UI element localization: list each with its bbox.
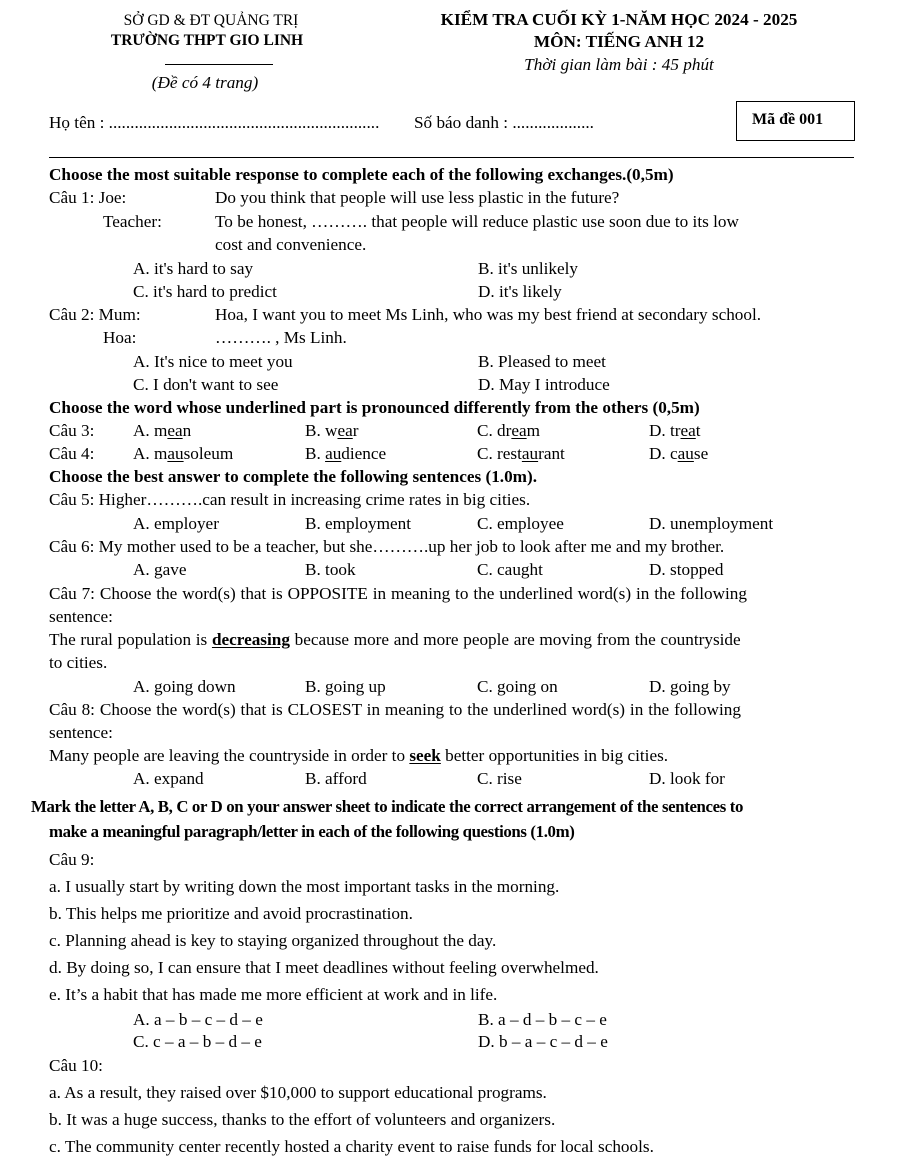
q1-option-b: B. it's unlikely <box>478 259 579 278</box>
q2-option-a: A. It's nice to meet you <box>133 352 293 371</box>
exam-code: Mã đề 001 <box>752 111 824 128</box>
underlined-part: ea <box>337 421 353 440</box>
q8-option-c: C. rise <box>477 769 522 788</box>
underlined-part: au <box>167 444 184 463</box>
q5-option-b: B. employment <box>305 514 411 533</box>
q5-stem: Câu 5: Higher……….can result in increasing crime rates in big cities. <box>49 490 531 509</box>
q4-option-a: A. mausoleum <box>133 444 234 463</box>
q3-option-b: B. wear <box>305 421 359 440</box>
header-rule <box>49 157 854 158</box>
q9-label: Câu 9: <box>49 850 95 869</box>
q10-sentence-b: b. It was a huge success, thanks to the effort of volunteers and organizers. <box>49 1110 556 1129</box>
q5-option-d: D. unemployment <box>649 514 774 533</box>
q6-stem: Câu 6: My mother used to be a teacher, but she……….up her job to look after me and my brother. <box>49 537 725 556</box>
subject-title: MÔN: TIẾNG ANH 12 <box>533 32 705 51</box>
underlined-part: ea <box>167 421 183 440</box>
q9-sentence-c: c. Planning ahead is key to staying organized throughout the day. <box>49 931 497 950</box>
q1-teacher-text-cont: cost and convenience. <box>215 235 367 254</box>
q2-mum-text: Hoa, I want you to meet Ms Linh, who was my best friend at secondary school. <box>215 305 762 324</box>
q3-option-c: C. dream <box>477 421 541 440</box>
q9-sentence-d: d. By doing so, I can ensure that I meet deadlines without feeling overwhelmed. <box>49 958 599 977</box>
underlined-part: ea <box>511 421 527 440</box>
q5-option-c: C. employee <box>477 514 564 533</box>
q8-stem-cont: sentence: <box>49 723 113 742</box>
q7-option-d: D. going by <box>649 677 731 696</box>
section4-title: Mark the letter A, B, C or D on your answer sheet to indicate the correct arrangement of the sentences to <box>31 797 744 816</box>
q8-option-a: A. expand <box>133 769 204 788</box>
exam-title: KIỂM TRA CUỐI KỲ 1-NĂM HỌC 2024 - 2025 <box>440 10 798 29</box>
q1-teacher-text: To be honest, ………. that people will reduce plastic use soon due to its low <box>215 212 739 231</box>
q7-sentence-cont: to cities. <box>49 653 108 672</box>
q7-stem: Câu 7: Choose the word(s) that is OPPOSITE in meaning to the underlined word(s) in the following <box>49 584 747 603</box>
q1-option-a: A. it's hard to say <box>133 259 254 278</box>
q7-sentence: The rural population is decreasing because more and more people are moving from the countryside <box>49 630 741 649</box>
q1-option-d: D. it's likely <box>478 282 562 301</box>
q9-option-d: D. b – a – c – d – e <box>478 1032 608 1051</box>
q6-option-d: D. stopped <box>649 560 724 579</box>
q7-option-c: C. going on <box>477 677 558 696</box>
q8-sentence: Many people are leaving the countryside in order to seek better opportunities in big cities. <box>49 746 669 765</box>
underlined-part: au <box>325 444 342 463</box>
q7-key-word: decreasing <box>211 630 290 649</box>
q5-option-a: A. employer <box>133 514 219 533</box>
q2-option-c: C. I don't want to see <box>133 375 279 394</box>
q9-option-b: B. a – d – b – c – e <box>478 1010 607 1029</box>
page-count-note: (Đề có 4 trang) <box>151 73 259 92</box>
q2-option-d: D. May I introduce <box>478 375 610 394</box>
q9-sentence-a: a. I usually start by writing down the most important tasks in the morning. <box>49 877 560 896</box>
q6-option-b: B. took <box>305 560 356 579</box>
q4-label: Câu 4: <box>49 444 95 463</box>
q3-option-d: D. treat <box>649 421 701 440</box>
q4-option-c: C. restaurant <box>477 444 565 463</box>
q6-option-a: A. gave <box>133 560 187 579</box>
q4-option-b: B. audience <box>305 444 387 463</box>
student-name-field: Họ tên : ............................................................... <box>49 113 380 132</box>
underlined-part: au <box>677 444 694 463</box>
q3-label: Câu 3: <box>49 421 95 440</box>
q1-joe-text: Do you think that people will use less plastic in the future? <box>215 188 620 207</box>
q10-label: Câu 10: <box>49 1056 103 1075</box>
q3-option-a: A. mean <box>133 421 192 440</box>
section2-title: Choose the word whose underlined part is pronounced differently from the others (0,5m) <box>49 398 700 417</box>
section4-title-cont: make a meaningful paragraph/letter in each of the following questions (1.0m) <box>49 822 575 841</box>
school-department: SỞ GD & ĐT QUẢNG TRỊ <box>123 12 299 29</box>
underlined-part: au <box>521 444 539 463</box>
q2-hoa-label: Hoa: <box>103 328 137 347</box>
q7-stem-cont: sentence: <box>49 607 113 626</box>
q10-sentence-a: a. As a result, they raised over $10,000 to support educational programs. <box>49 1083 547 1102</box>
q9-option-a: A. a – b – c – d – e <box>133 1010 263 1029</box>
q10-sentence-c: c. The community center recently hosted a charity event to raise funds for local schools. <box>49 1137 654 1156</box>
candidate-number-field: Số báo danh : ................... <box>414 113 594 132</box>
q1-option-c: C. it's hard to predict <box>133 282 277 301</box>
q8-key-word: seek <box>409 746 441 765</box>
underlined-part: ea <box>680 421 696 440</box>
section1-title: Choose the most suitable response to complete each of the following exchanges.(0,5m) <box>49 165 674 184</box>
exam-code-box <box>736 101 855 141</box>
q6-option-c: C. caught <box>477 560 543 579</box>
section3-title: Choose the best answer to complete the following sentences (1.0m). <box>49 467 538 486</box>
q4-option-d: D. cause <box>649 444 709 463</box>
time-allowed: Thời gian làm bài : 45 phút <box>524 55 714 74</box>
school-name: TRƯỜNG THPT GIO LINH <box>110 32 304 49</box>
q2-hoa-text: ………. , Ms Linh. <box>215 328 347 347</box>
q9-option-c: C. c – a – b – d – e <box>133 1032 262 1051</box>
q9-sentence-e: e. It’s a habit that has made me more efficient at work and in life. <box>49 985 498 1004</box>
q2-option-b: B. Pleased to meet <box>478 352 606 371</box>
q1-label: Câu 1: Joe: <box>49 188 127 207</box>
q1-teacher-label: Teacher: <box>103 212 162 231</box>
header-divider <box>165 64 273 65</box>
q2-label: Câu 2: Mum: <box>49 305 141 324</box>
q8-stem: Câu 8: Choose the word(s) that is CLOSEST in meaning to the underlined word(s) in the following <box>49 700 741 719</box>
q7-option-b: B. going up <box>305 677 386 696</box>
q7-option-a: A. going down <box>133 677 236 696</box>
q8-option-b: B. afford <box>305 769 367 788</box>
q9-sentence-b: b. This helps me prioritize and avoid procrastination. <box>49 904 413 923</box>
q8-option-d: D. look for <box>649 769 725 788</box>
